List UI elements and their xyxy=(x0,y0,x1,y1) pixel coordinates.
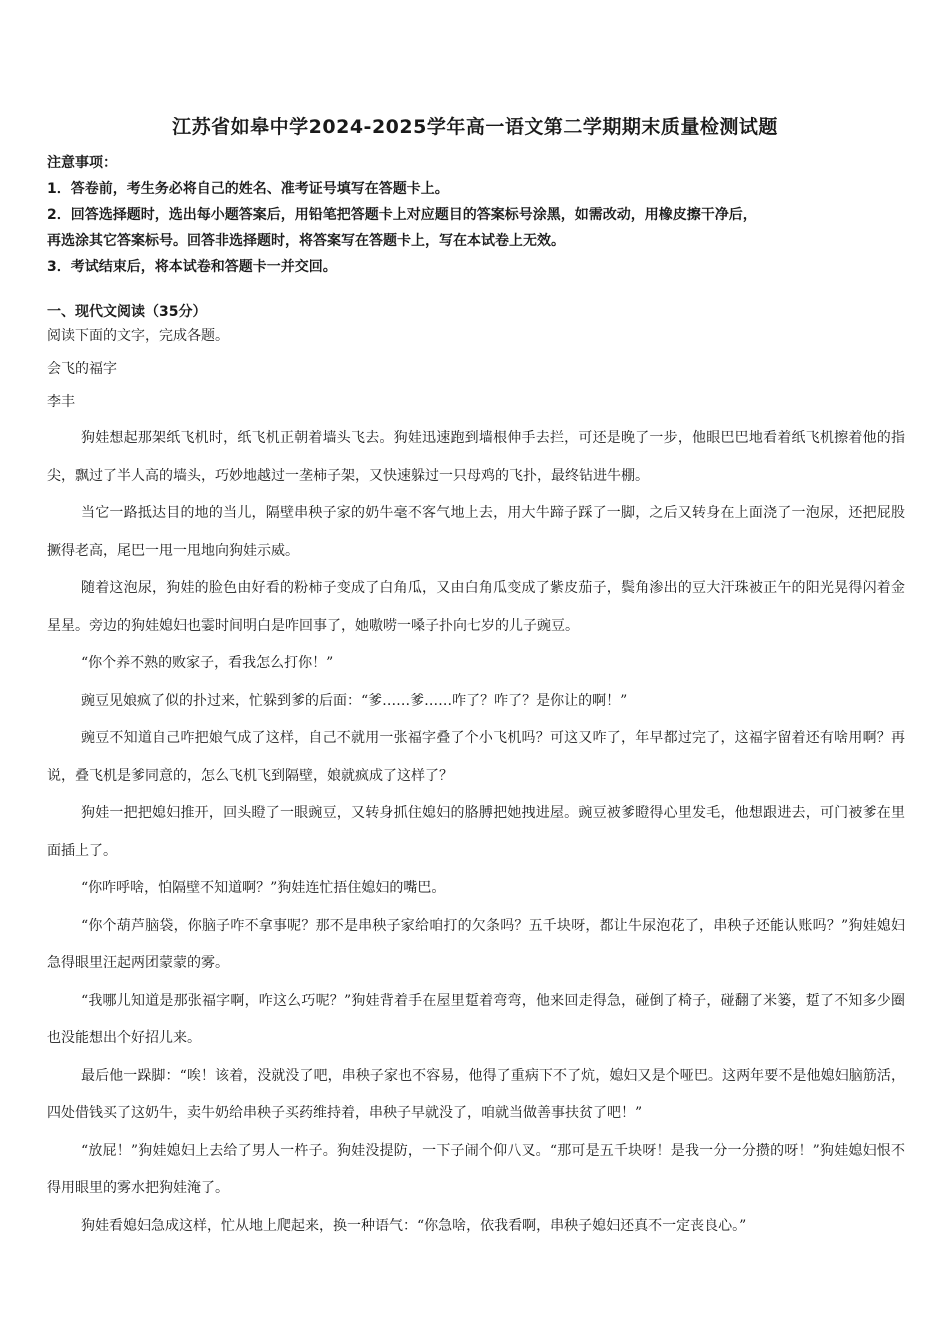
story-paragraph: 狗娃看媳妇急成这样，忙从地上爬起来，换一种语气：“你急啥，依我看啊，串秧子媳妇还真不一定丧良心。” xyxy=(81,1217,747,1234)
notice-heading: 注意事项： xyxy=(47,155,117,171)
story-body xyxy=(47,420,905,1245)
story-paragraph: 豌豆见娘疯了似的扑过来，忙躲到爹的后面：“爹……爹……咋了？咋了？是你让的啊！” xyxy=(81,692,628,709)
story-paragraph: “你咋呼啥，怕隔壁不知道啊？”狗娃连忙捂住媳妇的嘴巴。 xyxy=(81,880,446,896)
notice-item: 2．回答选择题时，选出每小题答案后，用铅笔把答题卡上对应题目的答案标号涂黑，如需改动，用橡皮擦干净后， xyxy=(47,207,757,223)
story-paragraph: 当它一路抵达目的地的当儿，隔壁串秧子家的奶牛毫不客气地上去，用大牛蹄子踩了一脚，之后又转身在上面浇了一泡尿，还把屁股撅得老高，尾巴一甩一甩地向狗娃示威。 xyxy=(47,505,905,559)
notice-item: 再选涂其它答案标号。回答非选择题时，将答案写在答题卡上，写在本试卷上无效。 xyxy=(47,233,565,249)
story-paragraph: 豌豆不知道自己咋把娘气成了这样，自己不就用一张福字叠了个小飞机吗？可这又咋了，年早都过完了，这福字留着还有啥用啊？再说，叠飞机是爹同意的，怎么飞机飞到隔壁，娘就疯成了这样了？ xyxy=(47,730,905,784)
story-paragraph: “放屁！”狗娃媳妇上去给了男人一杵子。狗娃没提防，一下子闹个仰八叉。“那可是五千块呀！是我一分一分攒的呀！”狗娃媳妇恨不得用眼里的雾水把狗娃淹了。 xyxy=(47,1142,905,1196)
story-paragraph: 狗娃一把把媳妇推开，回头瞪了一眼豌豆，又转身抓住媳妇的胳膊把她拽进屋。豌豆被爹瞪得心里发毛，他想跟进去，可门被爹在里面插上了。 xyxy=(47,805,905,859)
section-intro: 阅读下面的文字，完成各题。 xyxy=(47,328,229,344)
notice-block xyxy=(47,150,907,280)
story-paragraph: “你个葫芦脑袋，你脑子咋不拿事呢？那不是串秧子家给咱打的欠条吗？五千块呀，都让牛尿泡花了，串秧子还能认账吗？”狗娃媳妇急得眼里汪起两团蒙蒙的雾。 xyxy=(47,917,905,971)
story-title: 会飞的福字 xyxy=(47,361,117,377)
story-author: 李丰 xyxy=(47,394,75,410)
story-paragraph: “你个养不熟的败家子，看我怎么打你！” xyxy=(81,655,334,671)
story-paragraph: 狗娃想起那架纸飞机时，纸飞机正朝着墙头飞去。狗娃迅速跑到墙根伸手去拦，可还是晚了一步，他眼巴巴地看着纸飞机擦着他的指尖，飘过了半人高的墙头，巧妙地越过一垄柿子架，又快速躲过一只母鸡的飞扑，最终钻进牛棚。 xyxy=(47,430,905,484)
notice-item: 3．考试结束后，将本试卷和答题卡一并交回。 xyxy=(47,259,337,275)
story-paragraph: 随着这泡尿，狗娃的脸色由好看的粉柿子变成了白角瓜，又由白角瓜变成了紫皮茄子，鬓角渗出的豆大汗珠被正午的阳光晃得闪着金星星。旁边的狗娃媳妇也霎时间明白是咋回事了，她嗷唠一嗓子扑向七岁的儿子豌豆。 xyxy=(47,580,905,634)
exam-title: 江苏省如皋中学2024-2025学年高一语文第二学期期末质量检测试题 xyxy=(172,116,778,138)
story-paragraph: 最后他一跺脚：“唉！该着，没就没了吧，串秧子家也不容易，他得了重病下不了炕，媳妇又是个哑巴。这两年要不是他媳妇脑筋活，四处借钱买了这奶牛，卖牛奶给串秧子买药维持着，串秧子早就没了，咱就当做善事扶贫了吧！” xyxy=(47,1067,905,1121)
section-heading: 一、现代文阅读（35分） xyxy=(47,304,207,320)
notice-item: 1．答卷前，考生务必将自己的姓名、准考证号填写在答题卡上。 xyxy=(47,181,449,197)
story-paragraph: “我哪儿知道是那张福字啊，咋这么巧呢？”狗娃背着手在屋里踅着弯弯，他来回走得急，碰倒了椅子，碰翻了米篓，踅了不知多少圈也没能想出个好招儿来。 xyxy=(47,992,905,1046)
